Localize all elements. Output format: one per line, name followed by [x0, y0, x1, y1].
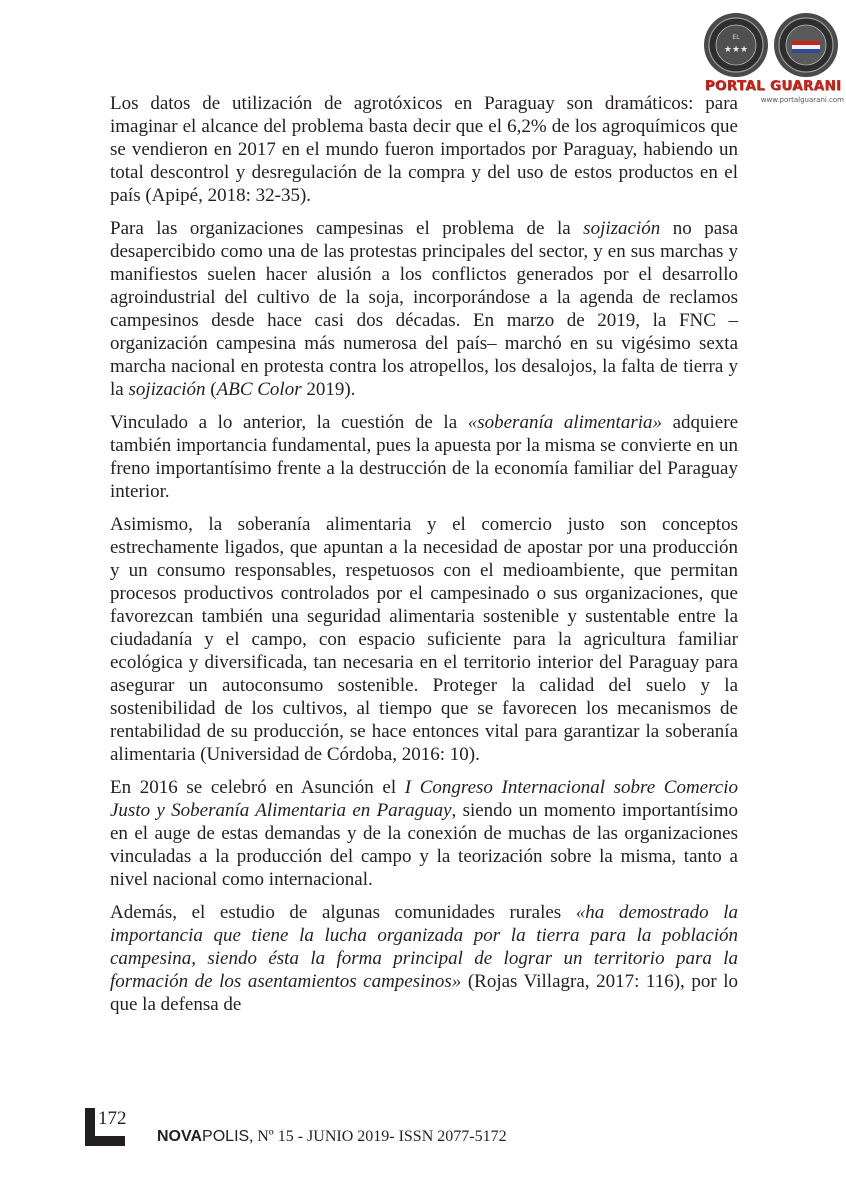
logo-url: www.portalguarani.com [760, 96, 844, 104]
page-number: 172 [98, 1108, 127, 1129]
paragraph [110, 901, 738, 1016]
journal-brand-rest: POLIS [202, 1128, 250, 1145]
text-run: ( [205, 379, 217, 400]
italic-text: «soberanía alimentaria» [467, 412, 662, 433]
text-run: 2019). [301, 379, 356, 400]
paragraph [110, 513, 738, 766]
text-run: Además, el estudio de algunas comunidades rurales [110, 902, 576, 923]
italic-text: ABC Color [216, 379, 302, 400]
italic-text: sojización [128, 379, 206, 400]
svg-text:★★★: ★★★ [723, 45, 749, 55]
text-run: adquiere también importancia fundamental, pues la apuesta por la misma se convierte en un freno importantísimo frente a la destrucción de la economía familiar del Paraguay interior. [110, 412, 739, 502]
article-body [110, 92, 738, 1026]
text-run: En 2016 se celebró en Asunción el [110, 777, 405, 798]
logo-title: PORTAL GUARANI [704, 78, 842, 94]
text-run: no pasa desapercibido como una de las protestas principales del sector, y en sus marchas y manifiestos suelen hacer alusión a los conflictos generados por el desarrollo agroindustrial del cultivo de la soja, incorporándose a la agenda de reclamos campesinos desde hace casi dos décadas. En marzo de 2019, la FNC –organización campesina más numerosa del país– marchó en su vigésimo sexta marcha nacional en protesta contra los atropellos, los desalojos, la falta de tierra y la [110, 218, 738, 400]
seal-right-icon [773, 12, 839, 78]
seal-left-icon [703, 12, 769, 78]
text-run: Asimismo, la soberanía alimentaria y el comercio justo son conceptos estrechamente ligados, que apuntan a la necesidad de apostar por una producción y un consumo responsables, respetuosos con el medioambiente, que permitan procesos productivos controlados por el campesinado o sus organizaciones, que favorezcan también una seguridad alimentaria sostenible y sustentable entre la ciudadanía y el campo, con espacio suficiente para la agricultura familiar ecológica y diversificada, tan necesaria en el territorio interior del Paraguay para asegurar un autoconsumo sostenible. Proteger la calidad del suelo y la sostenibilidad de los cultivos, al tiempo que se favorecen los mecanismos de rentabilidad de su producción, se hace entonces vital para garantizar la soberanía alimentaria (Universidad de Córdoba, 2016: 10). [110, 514, 738, 765]
paragraph [110, 411, 738, 503]
italic-text: sojización [583, 218, 661, 239]
seal-left-label: EL [732, 34, 740, 41]
text-run: Los datos de utilización de agrotóxicos en Paraguay son dramáticos: para imaginar el alcance del problema basta decir que el 6,2% de los agroquímicos que se vendieron en 2017 en el mundo fueron importados por Paraguay, habiendo un total descontrol y desregulación de la compra y del uso de estos productos en el país (Apipé, 2018: 32-35). [110, 93, 738, 206]
journal-issue: , Nº 15 - JUNIO 2019- ISSN 2077-5172 [249, 1128, 507, 1145]
text-run: Para las organizaciones campesinas el problema de la [110, 218, 584, 239]
text-run: Vinculado a lo anterior, la cuestión de la [110, 412, 468, 433]
italic-text: «ha demostrado la importancia que tiene la lucha organizada por la tierra para la población campesina, siendo ésta la forma principal de lograr un territorio para la formación de los asentamientos campesinos» [110, 902, 738, 992]
italic-text: I Congreso Internacional sobre Comercio Justo y Soberanía Alimentaria en Paraguay [110, 777, 738, 821]
text-run: (Rojas Villagra, 2017: 116), por lo que la defensa de [110, 971, 738, 1015]
journal-brand-bold: NOVA [157, 1128, 203, 1145]
paragraph [110, 92, 738, 207]
paragraph [110, 776, 738, 891]
journal-footer [157, 1127, 507, 1147]
paragraph [110, 217, 738, 401]
text-run: , siendo un momento importantísimo en el auge de estas demandas y de la conexión de muchas de las organizaciones vinculadas a la producción del campo y la teorización sobre la misma, tanto a nivel nacional como internacional. [110, 800, 739, 890]
